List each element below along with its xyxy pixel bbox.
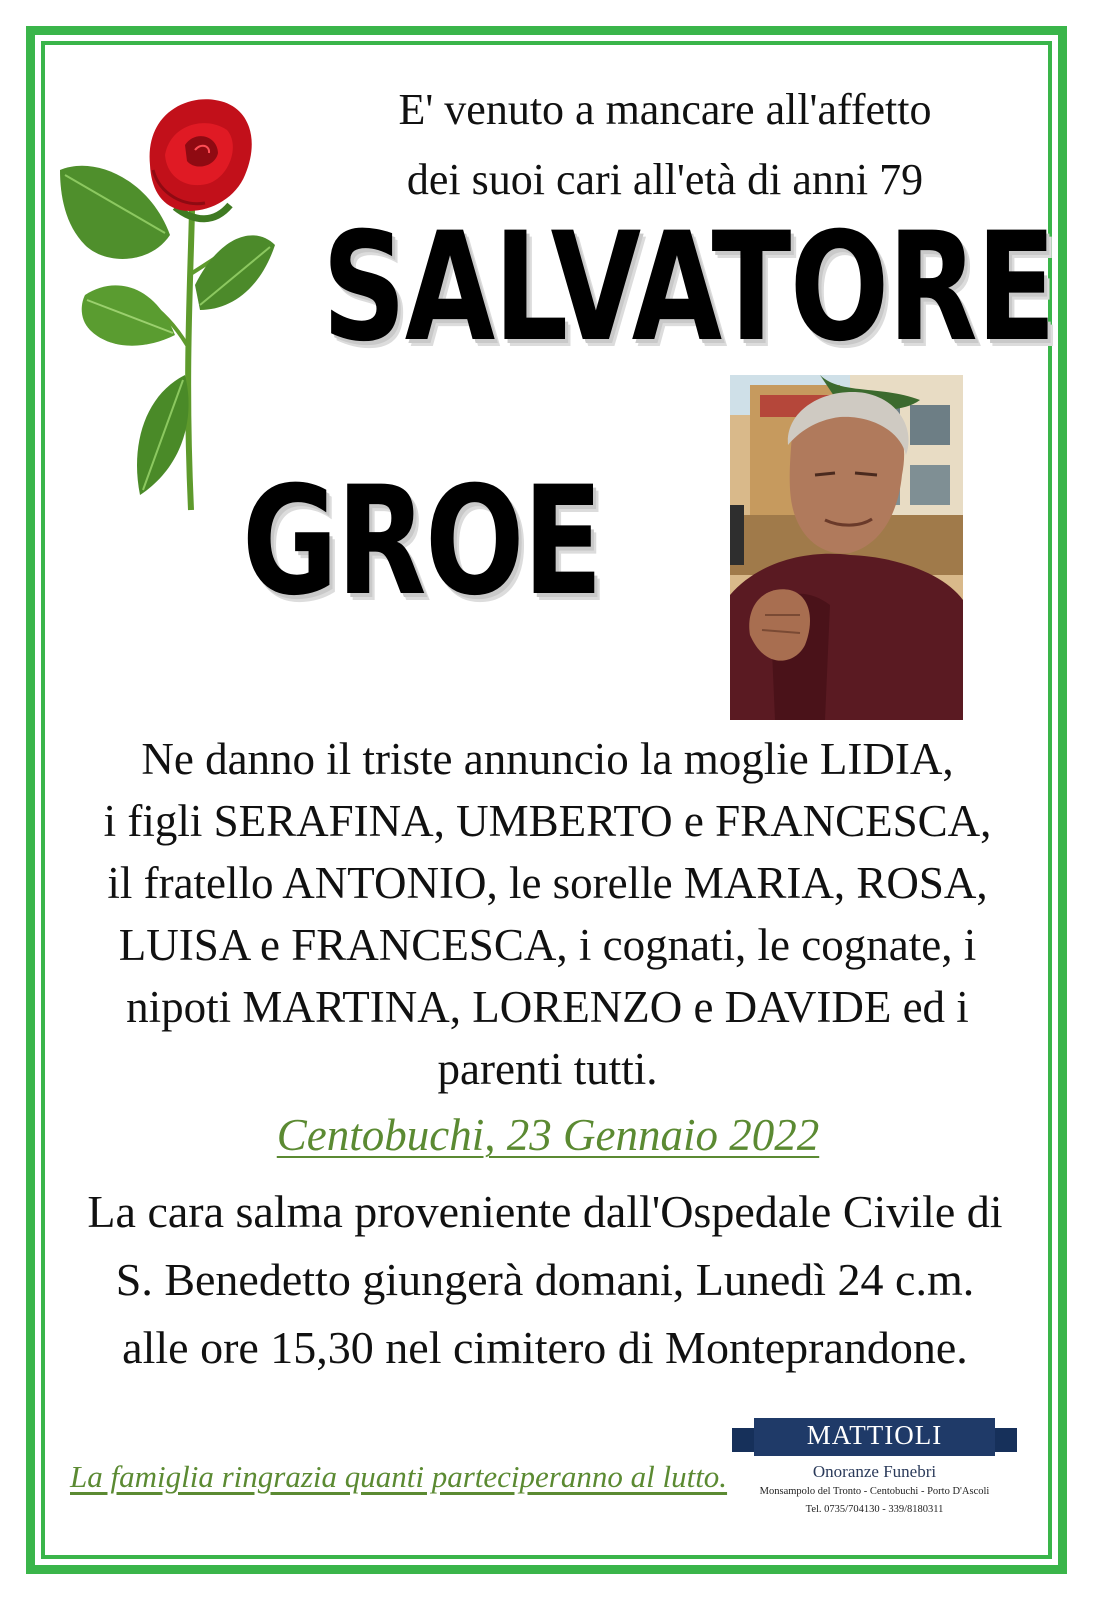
date-place: Centobuchi, 23 Gennaio 2022 [276, 1110, 820, 1160]
agency-phone: Tel. 0735/704130 - 339/8180311 [805, 1504, 944, 1515]
deceased-portrait-photo [730, 375, 963, 720]
agency-locations: Monsampolo del Tronto - Centobuchi - Porto D'Ascoli [759, 1486, 990, 1497]
intro-text [340, 75, 990, 215]
announcement-line-1: Ne danno il triste annuncio la moglie LIDIA, [141, 734, 954, 784]
intro-line-1: E' venuto a mancare all'affetto [398, 85, 932, 134]
red-rose-icon [55, 95, 285, 515]
deceased-last-name: GROE [242, 455, 602, 629]
announcement-line-6: parenti tutti. [437, 1044, 658, 1094]
announcement-line-4: LUISA e FRANCESCA, i cognati, le cognate, i [118, 920, 977, 970]
agency-subtitle: Onoranze Funebri [812, 1462, 937, 1481]
announcement-line-5: nipoti MARTINA, LORENZO e DAVIDE ed i [126, 982, 969, 1032]
agency-name: MATTIOLI [806, 1420, 943, 1450]
agency-logo [732, 1412, 1017, 1522]
announcement-line-3: il fratello ANTONIO, le sorelle MARIA, ROSA, [107, 858, 988, 908]
announcement-line-2: i figli SERAFINA, UMBERTO e FRANCESCA, [103, 796, 992, 846]
intro-line-2: dei suoi cari all'età di anni 79 [406, 155, 924, 204]
deceased-first-name: SALVATORE [322, 201, 1055, 375]
funeral-line-2: S. Benedetto giungerà domani, Lunedì 24 c.m. [115, 1254, 975, 1305]
funeral-line-1: La cara salma proveniente dall'Ospedale Civile di [87, 1186, 1003, 1237]
family-thanks: La famiglia ringrazia quanti parteciperanno al lutto. [70, 1459, 728, 1494]
funeral-line-3: alle ore 15,30 nel cimitero di Monteprandone. [122, 1322, 968, 1373]
funeral-details [50, 1178, 1040, 1382]
announcement-text [55, 728, 1040, 1100]
